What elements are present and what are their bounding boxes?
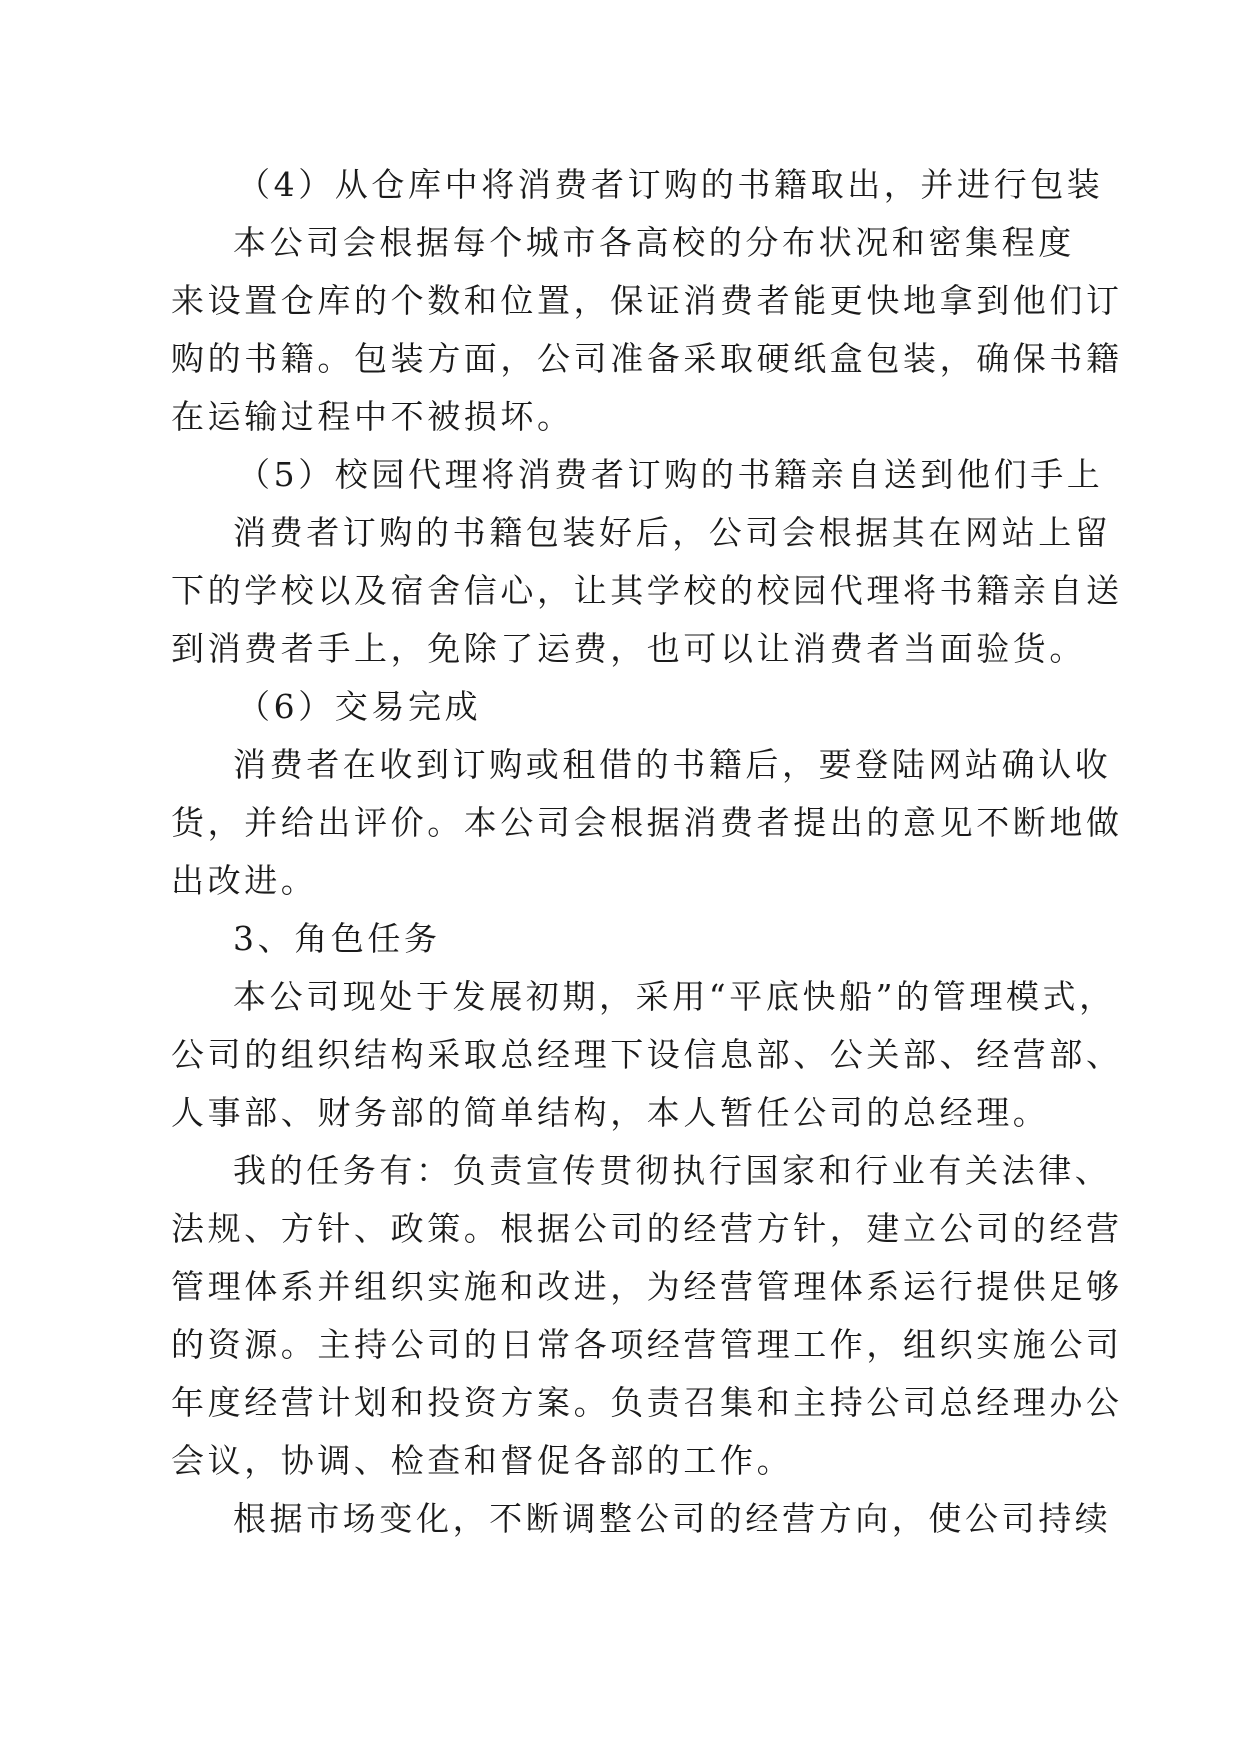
subheading-step-4: （4）从仓库中将消费者订购的书籍取出，并进行包装 bbox=[237, 165, 1104, 204]
paragraph-line: 本公司现处于发展初期，采用“平底快船”的管理模式， bbox=[233, 977, 1116, 1016]
paragraph-line: 在运输过程中不被损坏。 bbox=[171, 397, 574, 436]
paragraph-line: 来设置仓库的个数和位置，保证消费者能更快地拿到他们订 bbox=[171, 281, 1123, 320]
paragraph-line: 到消费者手上，免除了运费，也可以让消费者当面验货。 bbox=[171, 629, 1086, 668]
paragraph-line: 根据市场变化，不断调整公司的经营方向，使公司持续 bbox=[233, 1499, 1112, 1538]
paragraph-line: 货，并给出评价。本公司会根据消费者提出的意见不断地做 bbox=[171, 803, 1123, 842]
subheading-step-5: （5）校园代理将消费者订购的书籍亲自送到他们手上 bbox=[237, 455, 1104, 494]
paragraph-line: 消费者在收到订购或租借的书籍后，要登陆网站确认收 bbox=[233, 745, 1112, 784]
paragraph-line: 年度经营计划和投资方案。负责召集和主持公司总经理办公 bbox=[171, 1383, 1123, 1422]
paragraph-line: 本公司会根据每个城市各高校的分布状况和密集程度 bbox=[233, 223, 1075, 262]
paragraph-line: 出改进。 bbox=[171, 861, 318, 900]
paragraph-line: 管理体系并组织实施和改进，为经营管理体系运行提供足够 bbox=[171, 1267, 1123, 1306]
paragraph-line: 公司的组织结构采取总经理下设信息部、公关部、经营部、 bbox=[171, 1035, 1123, 1074]
paragraph-line: 我的任务有：负责宣传贯彻执行国家和行业有关法律、 bbox=[233, 1151, 1112, 1190]
paragraph-line: 会议，协调、检查和督促各部的工作。 bbox=[171, 1441, 794, 1480]
subheading-step-6: （6）交易完成 bbox=[237, 687, 482, 726]
paragraph-line: 的资源。主持公司的日常各项经营管理工作，组织实施公司 bbox=[171, 1325, 1123, 1364]
paragraph-line: 人事部、财务部的简单结构，本人暂任公司的总经理。 bbox=[171, 1093, 1050, 1132]
paragraph-line: 法规、方针、政策。根据公司的经营方针，建立公司的经营 bbox=[171, 1209, 1123, 1248]
section-heading-role-tasks: 3、角色任务 bbox=[233, 919, 441, 958]
paragraph-line: 消费者订购的书籍包装好后，公司会根据其在网站上留 bbox=[233, 513, 1112, 552]
paragraph-line: 购的书籍。包装方面，公司准备采取硬纸盒包装，确保书籍 bbox=[171, 339, 1123, 378]
paragraph-line: 下的学校以及宿舍信心，让其学校的校园代理将书籍亲自送 bbox=[171, 571, 1123, 610]
